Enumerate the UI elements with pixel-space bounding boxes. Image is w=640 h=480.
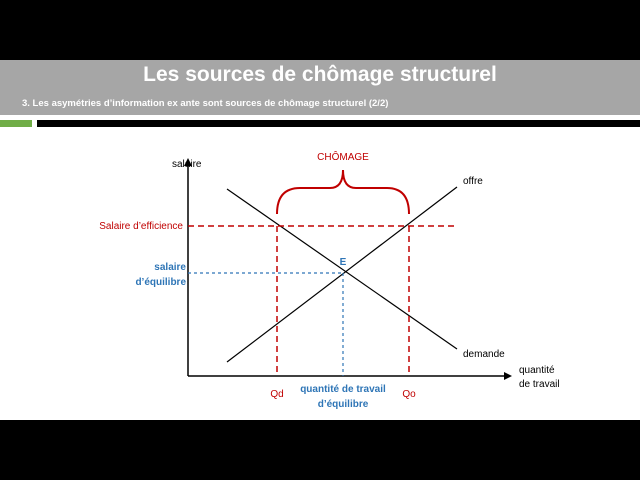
equilibrium-wage-label-1: salaire <box>154 262 186 273</box>
qo-label: Qo <box>402 389 416 400</box>
equilibrium-point-label: E <box>339 257 347 268</box>
qd-label: Qd <box>270 389 284 400</box>
y-axis-label: salaire <box>172 159 202 170</box>
unemployment-brace <box>277 170 409 214</box>
demand-label: demande <box>463 349 505 360</box>
unemployment-label: CHÔMAGE <box>317 152 369 163</box>
x-axis-label-2: de travail <box>519 379 560 390</box>
equilibrium-wage-label-2: d’équilibre <box>135 277 186 288</box>
equilibrium-quantity-label-2: d’équilibre <box>317 399 369 410</box>
efficiency-wage-label: Salaire d’efficience <box>99 221 183 232</box>
slide-subtitle: 3. Les asymétries d’information ex ante sont sources de chômage structurel (2/2) <box>22 98 389 109</box>
equilibrium-quantity-label-1: quantité de travail <box>300 384 386 395</box>
supply-label: offre <box>463 176 483 187</box>
x-axis-label-1: quantité <box>519 365 555 376</box>
slide-title: Les sources de chômage structurel <box>143 63 497 86</box>
